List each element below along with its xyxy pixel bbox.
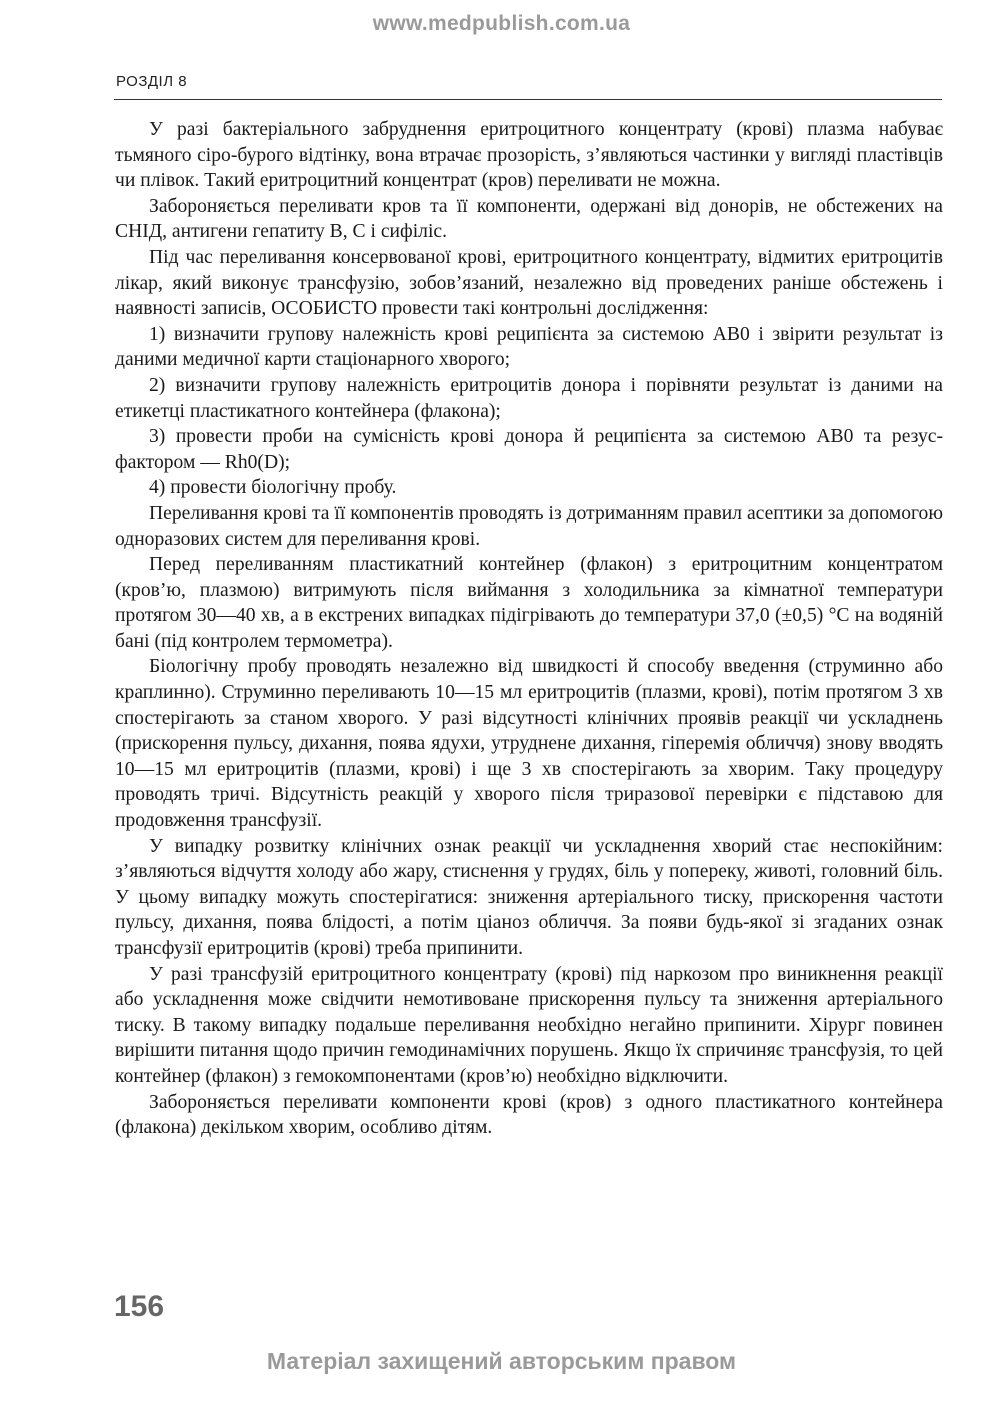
paragraph: Забороняється переливати компоненти крові (кров) з одного пластикатного контейнера (флакона) декільком хворим, особливо дітям. [115, 1091, 943, 1139]
header-rule [114, 99, 942, 100]
paragraph: Забороняється переливати кров та її компоненти, одержані від донорів, не обстежених на СНІД, антигени гепатиту В, С і сифіліс. [115, 195, 943, 243]
paragraph: У разі трансфузій еритроцитного концентрату (крові) під наркозом про виникнення реакції або ускладнення може свідчити немотивоване прискорення пульсу та зниження артеріального тиску. В такому випадку подальше переливання необхідно негайно припинити. Хірург повинен вирішити питання щодо причин гемодинамічних порушень. Якщо їх спричиняє трансфузія, то цей контейнер (флакон) з гемокомпонентами (кров’ю) необхідно відключити. [115, 963, 943, 1087]
body-text [115, 117, 943, 1141]
paragraph: Біологічну пробу проводять незалежно від швидкості й способу введення (струминно або краплинно). Струминно переливають 10—15 мл еритроцитів (плазми, крові), потім протягом 3 хв спостерігають за станом хворого. У разі відсутності клінічних проявів реакції чи ускладнень (прискорення пульсу, дихання, поява ядухи, утруднене дихання, гіперемія обличчя) знову вводять 10—15 мл еритроцитів (плазми, крові) і ще 3 хв спостерігають за хворим. Таку процедуру проводять тричі. Відсутність реакцій у хворого після триразової перевірки є підставою для продовження трансфузії. [115, 656, 943, 832]
list-item: 2) визначити групову належність еритроцитів донора і порівняти результат із даними на етикетці пластикатного контейнера (флакона); [115, 374, 943, 422]
paragraph: Переливання крові та її компонентів проводять із дотриманням правил асептики за допомогою одноразових систем для переливання крові. [115, 502, 943, 550]
paragraph: У разі бактеріального забруднення еритроцитного концентрату (крові) плазма набуває тьмяного сіро-бурого відтінку, вона втрачає прозорість, з’являються частинки у вигляді пластівців чи плівок. Такий еритроцитний концентрат (кров) переливати не можна. [115, 119, 943, 192]
running-header-section: РОЗДІЛ 8 [116, 73, 188, 90]
page-number: 156 [114, 1290, 165, 1323]
paragraph: Перед переливанням пластикатний контейнер (флакон) з еритроцитним концентратом (кров’ю, плазмою) витримують після виймання з холодильника за кімнатної температури протягом 30—40 хв, а в екстрених випадках підігрівають до температури 37,0 (±0,5) °С на водяній бані (під контролем термометра). [115, 554, 943, 652]
paragraph: У випадку розвитку клінічних ознак реакції чи ускладнення хворий стає неспокійним: з’являються відчуття холоду або жару, стиснення у грудях, біль у попереку, животі, головний біль. У цьому випадку можуть спостерігатися: зниження артеріального тиску, прискорення частоти пульсу, дихання, поява блідості, а потім ціаноз обличчя. За появи будь-якої зі згаданих ознак трансфузії еритроцитів (крові) треба припинити. [115, 835, 943, 959]
site-url-watermark: www.medpublish.com.ua [372, 12, 631, 35]
list-item: 3) провести проби на сумісність крові донора й реципієнта за системою АВ0 та резус-фактором — Rh0(D); [115, 426, 943, 473]
copyright-watermark: Матеріал захищений авторським правом [266, 1348, 737, 1374]
list-item: 4) провести біологічну пробу. [149, 477, 397, 499]
list-item: 1) визначити групову належність крові реципієнта за системою АВ0 і звірити результат із даними медичної карти стаціонарного хворого; [115, 323, 943, 371]
paragraph: Під час переливання консервованої крові, еритроцитного концентрату, відмитих еритроцитів лікар, який виконує трансфузію, зобов’язаний, незалежно від проведених раніше обстежень і наявності записів, ОСОБИСТО провести такі контрольні дослідження: [115, 246, 943, 320]
